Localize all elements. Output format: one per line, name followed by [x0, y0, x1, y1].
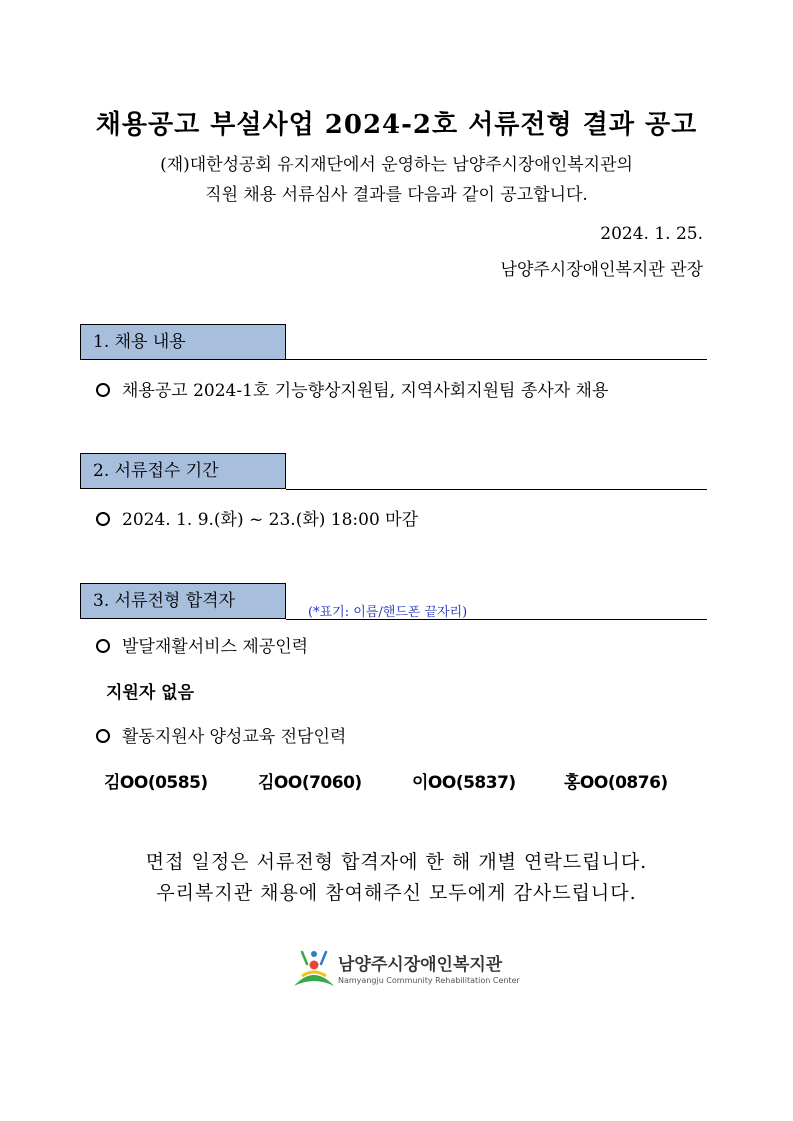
logo-emblem-icon — [292, 946, 336, 992]
group-1-result: 지원자 없음 — [106, 683, 195, 703]
circle-bullet-icon — [96, 383, 110, 397]
closing-line-2: 우리복지관 채용에 참여해주신 모두에게 감사드립니다. — [156, 882, 637, 904]
section-1-bullet — [96, 376, 608, 401]
group-1-bullet — [96, 632, 308, 657]
group-2-label: 활동지원사 양성교육 전담인력 — [122, 727, 347, 747]
intro-line-1: (재)대한성공회 유지재단에서 운영하는 남양주시장애인복지관의 — [160, 155, 633, 175]
section-divider-1 — [286, 359, 707, 360]
signer: 남양주시장애인복지관 관장 — [500, 260, 703, 280]
section-heading-1: 1. 채용 내용 — [80, 324, 286, 360]
organization-logo — [292, 946, 520, 996]
section-2-bullet — [96, 505, 418, 530]
section-divider-2 — [286, 489, 707, 490]
group-2-bullet — [96, 722, 346, 747]
page-title: 채용공고 부설사업 2024-2호 서류전형 결과 공고 — [95, 110, 698, 140]
section-divider-3 — [286, 619, 707, 620]
candidate-name: 홍OO(0876) — [564, 773, 668, 793]
closing-line-1: 면접 일정은 서류전형 합격자에 한 해 개별 연락드립니다. — [145, 851, 648, 873]
candidate-name: 이OO(5837) — [412, 773, 516, 793]
circle-bullet-icon — [96, 729, 110, 743]
logo-name: 남양주시장애인복지관 — [338, 955, 503, 975]
circle-bullet-icon — [96, 512, 110, 526]
announcement-date: 2024. 1. 25. — [600, 224, 703, 244]
section-1-text: 채용공고 2024-1호 기능향상지원팀, 지역사회지원팀 종사자 채용 — [122, 381, 609, 401]
circle-bullet-icon — [96, 639, 110, 653]
intro-line-2: 직원 채용 서류심사 결과를 다음과 같이 공고합니다. — [205, 185, 588, 205]
section-heading-2: 2. 서류접수 기간 — [80, 453, 286, 489]
candidate-name: 김OO(0585) — [104, 773, 208, 793]
section-heading-3: 3. 서류전형 합격자 — [80, 583, 286, 619]
group-1-label: 발달재활서비스 제공인력 — [122, 637, 309, 657]
logo-subtitle: Namyangju Community Rehabilitation Center — [338, 976, 520, 985]
section-3-note: (*표기: 이름/핸드폰 끝자리) — [308, 605, 468, 620]
candidate-name: 김OO(7060) — [258, 773, 362, 793]
section-2-text: 2024. 1. 9.(화) ~ 23.(화) 18:00 마감 — [122, 510, 419, 530]
